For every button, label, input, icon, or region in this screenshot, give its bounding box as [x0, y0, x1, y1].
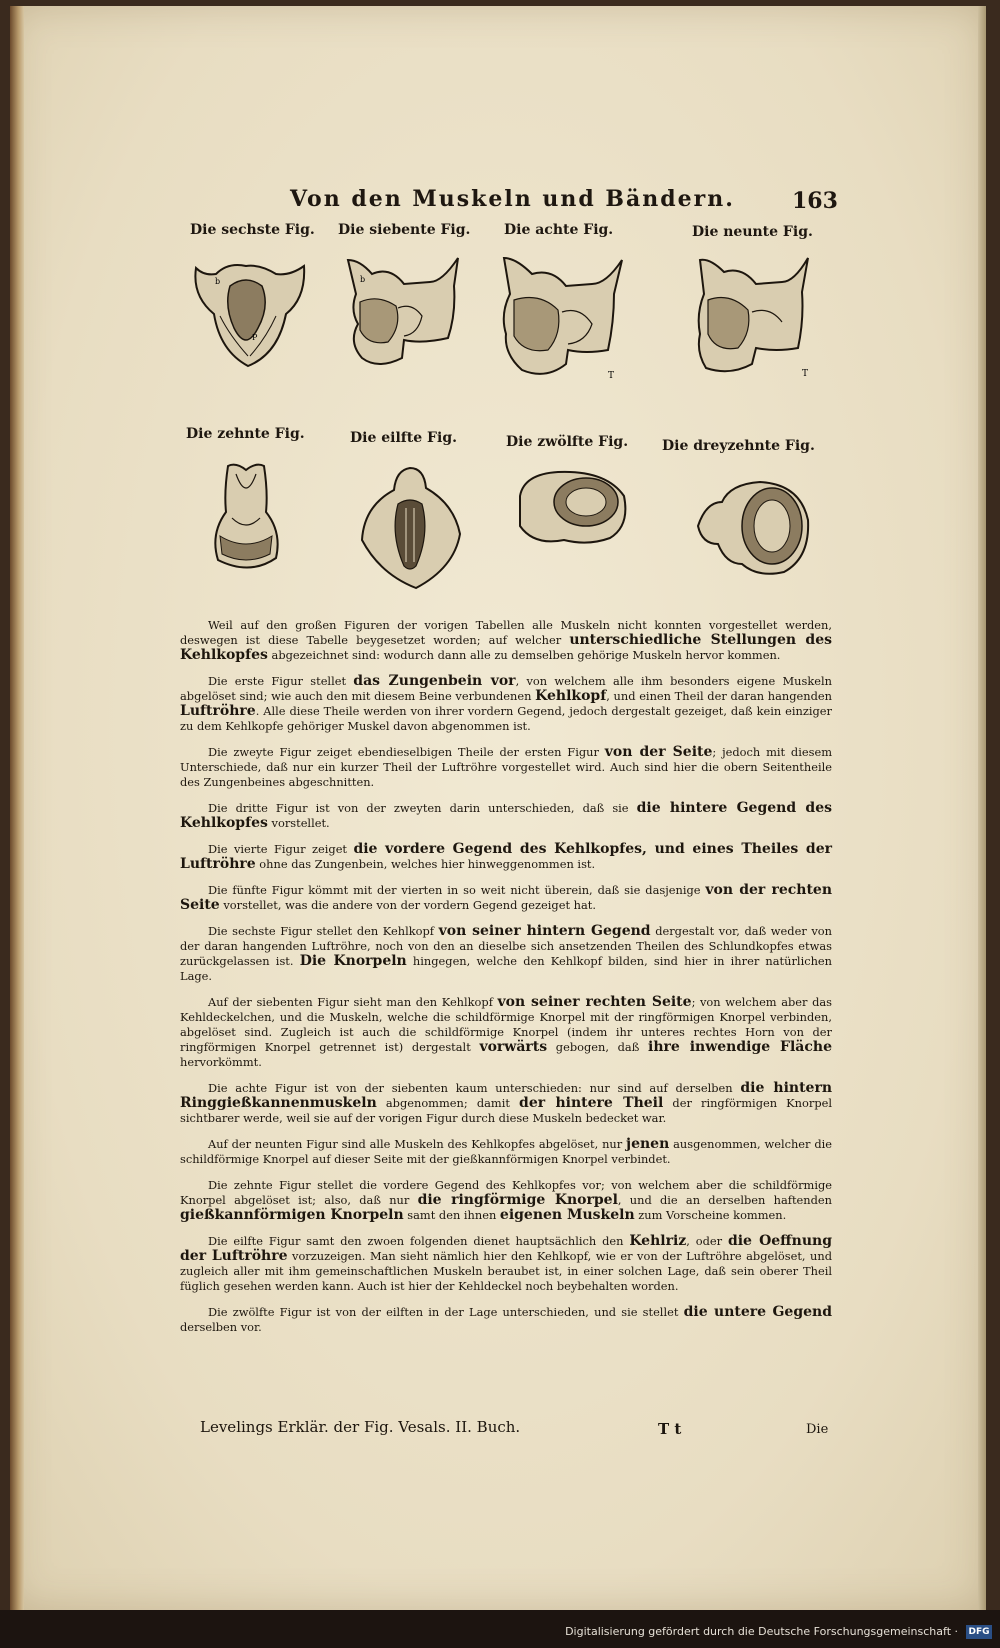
book-page	[10, 6, 986, 1610]
paragraph: Die fünfte Figur kömmt mit der vierten in so weit nicht überein, daß sie dasjenige von der rechten Seite vorstellet, was die andere von der vordern Gegend gezeiget hat.	[180, 882, 832, 913]
larynx-side-view-icon	[690, 256, 820, 384]
paragraph: Auf der neunten Figur sind alle Muskeln des Kehlkopfes abgelöset, nur jenen ausgenommen, welcher die schildförmige Knorpel auf dieser Seite mit der gießkannförmigen Knorpel verbindet.	[180, 1136, 832, 1166]
paragraph: Die zweyte Figur zeiget ebendieselbigen Theile der ersten Figur von der Seite; jedoch mit diesem Unterschiede, daß nur ein kurzer Theil der Luftröhre vorgestellet wird. Auch sind hier die obern Seitentheile des Zungenbeines abgeschnitten.	[180, 744, 832, 789]
larynx-rear-view-icon	[190, 256, 310, 374]
paragraph: Die eilfte Figur samt den zwoen folgenden dienet hauptsächlich den Kehlriz, oder die Oeffnung der Luftröhre vorzuzeigen. Man sieht nämlich hier den Kehlkopf, wie er von der Luftröhre abgelöset, und zugleich aller mit ihm gemeinschaftlichen Muskeln beraubet ist, in einer solchen Lage, daß sein oberer Theil füglich gesehen werden kann. Auch ist hier der Kehldeckel noch beybehalten worden.	[180, 1233, 832, 1293]
figure-caption-10: Die zehnte Fig.	[186, 426, 305, 442]
credit-text: Digitalisierung gefördert durch die Deutsche Forschungsgemeinschaft ·	[565, 1625, 958, 1638]
signature-line: Levelings Erklär. der Fig. Vesals. II. Buch.	[200, 1418, 521, 1436]
paragraph: Die sechste Figur stellet den Kehlkopf von seiner hintern Gegend dergestalt vor, daß weder von der daran hangenden Luftröhre, noch von den an dieselbe sich ansetzenden Theilen des Schlundkopfes etwas zurückgelassen ist. Die Knorpeln hingegen, welche den Kehlkopf bilden, sind hier in ihrer natürlichen Lage.	[180, 923, 833, 983]
svg-text:T: T	[608, 371, 615, 381]
ring-cartilage-view-icon	[696, 474, 812, 580]
figure-caption-8: Die achte Fig.	[504, 222, 614, 238]
svg-text:T: T	[802, 369, 809, 379]
paragraph: Die erste Figur stellet das Zungenbein vor, von welchem alle ihm besonders eigene Muskeln abgelöset sind; wie auch den mit diesem Beine verbundenen Kehlkopf, und einen Theil der daran hangenden Luftröhre. Alle diese Theile werden von ihrer vordern Gegend, jedoch dergestalt gezeiget, daß kein einziger zu dem Kehlkopfe gehöriger Muskel davon abgenommen ist.	[180, 673, 832, 733]
dfg-logo-icon: DFG	[966, 1625, 992, 1639]
figure-caption-7: Die siebente Fig.	[338, 222, 471, 238]
cartilage-front-view-icon	[206, 462, 286, 580]
signature-mark: T t	[658, 1420, 682, 1438]
paragraph: Auf der siebenten Figur sieht man den Kehlkopf von seiner rechten Seite; von welchem aber das Kehldeckelchen, und die Muskeln, welche die schildförmige Knorpel mit der ringförmigen Knorpel verbinden, abgelöset sind. Zugleich ist auch die schildförmige Knorpel (indem ihr unteres rechtes Horn von der ringförmigen Knorpel getrennet ist) dergestalt vorwärts gebogen, daß ihre inwendige Fläche hervorkömmt.	[180, 994, 833, 1069]
svg-text:b: b	[360, 275, 366, 284]
figure-caption-13: Die dreyzehnte Fig.	[662, 438, 815, 454]
body-text	[180, 618, 832, 1346]
book-binding	[10, 6, 24, 1610]
larynx-side-view-icon	[338, 254, 468, 374]
larynx-side-view-icon	[496, 254, 632, 384]
paragraph: Die dritte Figur ist von der zweyten darin unterschieden, daß sie die hintere Gegend des Kehlkopfes vorstellet.	[180, 800, 832, 831]
svg-text:b: b	[215, 277, 221, 286]
catchword: Die	[806, 1422, 829, 1437]
figure-caption-11: Die eilfte Fig.	[350, 430, 457, 446]
svg-text:P: P	[252, 333, 258, 342]
ring-cartilage-view-icon	[514, 466, 630, 550]
figure-caption-9: Die neunte Fig.	[692, 224, 813, 240]
page-edge	[978, 6, 986, 1610]
paragraph: Die zehnte Figur stellet die vordere Gegend des Kehlkopfes vor; von welchem aber die schildförmige Knorpel abgelöset ist; also, daß nur die ringförmige Knorpel, und die an derselben haftenden gießkannförmigen Knorpeln samt den ihnen eigenen Muskeln zum Vorscheine kommen.	[180, 1178, 832, 1223]
paragraph: Die achte Figur ist von der siebenten kaum unterschieden: nur sind auf derselben die hintern Ringgießkannenmuskeln abgenommen; damit der hintere Theil der ringförmigen Knorpel sichtbarer werde, weil sie auf der vorigen Figur durch diese Muskeln bedecket war.	[180, 1080, 832, 1125]
figure-caption-6: Die sechste Fig.	[190, 222, 315, 238]
larynx-opening-view-icon	[354, 464, 468, 594]
running-head: Von den Muskeln und Bändern.	[290, 186, 735, 212]
paragraph: Weil auf den großen Figuren der vorigen Tabellen alle Muskeln nicht konnten vorgestellet werden, deswegen ist diese Tabelle beygesetzet worden; auf welcher unterschiedliche Stellungen des Kehlkopfes abgezeichnet sind: wodurch dann alle zu demselben gehörige Muskeln hervor kommen.	[180, 618, 832, 663]
credit-bar	[0, 1610, 1000, 1648]
page-number: 163	[792, 188, 838, 214]
figure-caption-12: Die zwölfte Fig.	[506, 434, 629, 450]
paragraph: Die zwölfte Figur ist von der eilften in der Lage unterschieden, und sie stellet die untere Gegend derselben vor.	[180, 1304, 833, 1334]
paragraph: Die vierte Figur zeiget die vordere Gegend des Kehlkopfes, und eines Theiles der Luftröhre ohne das Zungenbein, welches hier hinweggenommen ist.	[180, 841, 833, 872]
